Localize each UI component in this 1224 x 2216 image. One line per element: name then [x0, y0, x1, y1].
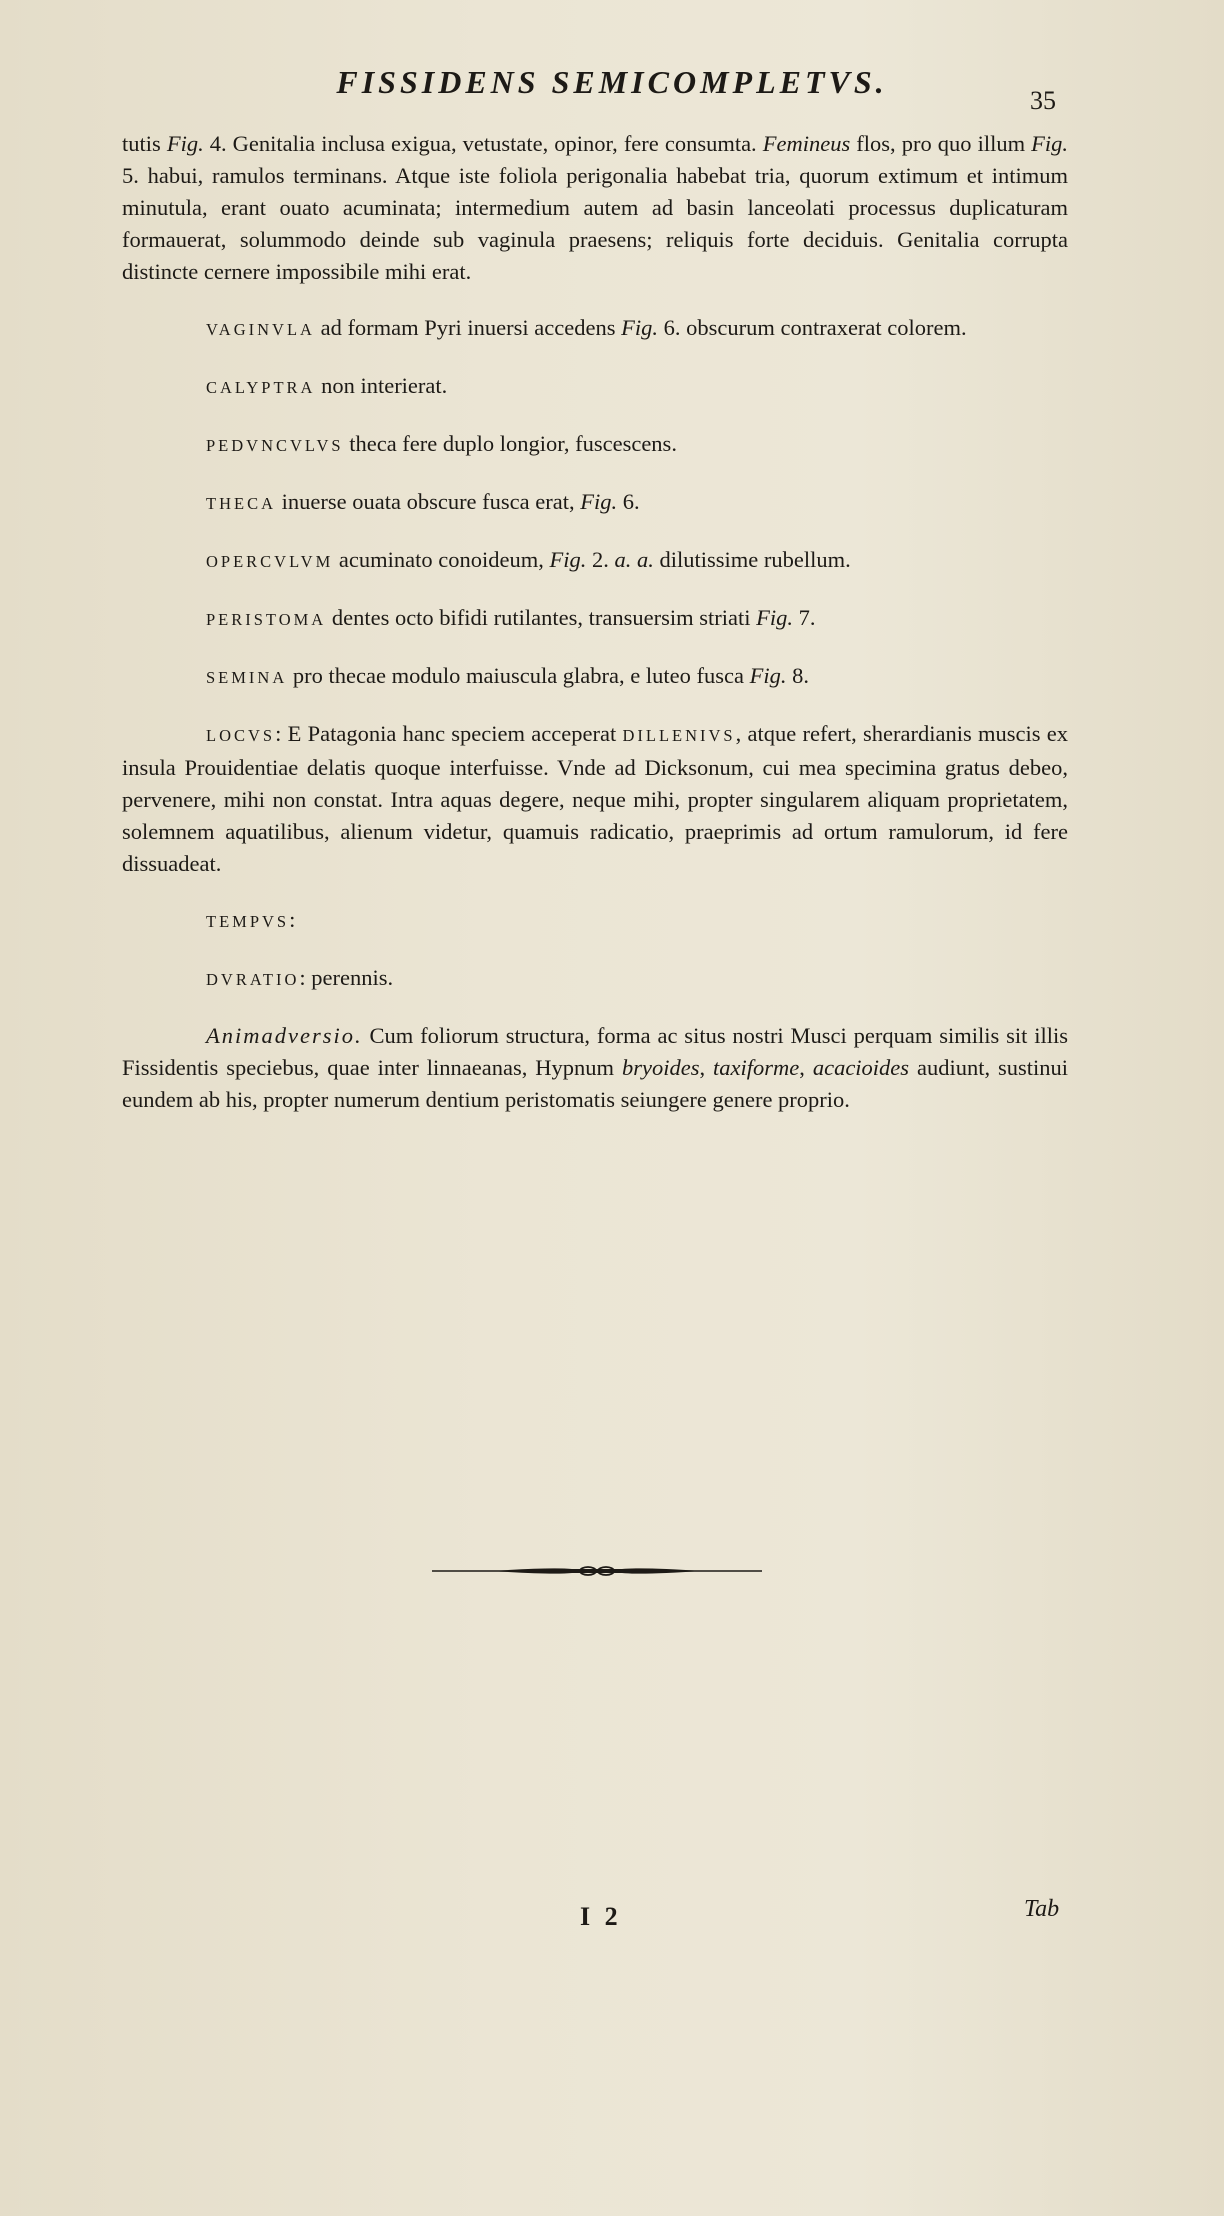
paragraph-tempus: TEMPVS:: [206, 907, 296, 932]
signature-mark: I 2: [580, 1902, 622, 1931]
page-number: 35: [1030, 86, 1056, 115]
paragraph-operculum: OPERCVLVM acuminato conoideum, Fig. 2. a. a. dilutissime rubellum.: [206, 547, 851, 572]
section-head: VAGINVLA: [206, 320, 315, 339]
section-head: CALYPTRA: [206, 378, 316, 397]
body-text: [122, 128, 1068, 1140]
section-head: LOCVS: [206, 726, 276, 745]
section-head: OPERCVLVM: [206, 552, 334, 571]
section-head: PEDVNCVLVS: [206, 436, 344, 455]
paragraph-vaginula: VAGINVLA ad formam Pyri inuersi accedens Fig. 6. obscurum contraxerat colorem.: [206, 315, 967, 340]
paragraph-duratio: DVRATIO: perennis.: [206, 965, 394, 990]
paragraph-calyptra: CALYPTRA non interierat.: [206, 373, 448, 398]
author-name: DILLENIVS: [622, 726, 736, 745]
section-head: THECA: [206, 494, 276, 513]
section-head: DVRATIO: [206, 970, 300, 989]
paragraph-animadversio: Animadversio. Cum foliorum structura, forma ac situs nostri Musci perquam similis sit illis Fissidentis speciebus, quae inter linnaeanas, Hypnum bryoides, taxiforme, acacioides audiunt, sustinui eundem ab his, propter numerum dentium peristomatis seiungere genere proprio.: [122, 1023, 1069, 1112]
section-head: SEMINA: [206, 668, 288, 687]
paragraph-pedunculus: PEDVNCVLVS theca fere duplo longior, fuscescens.: [206, 431, 677, 456]
paragraph-semina: SEMINA pro thecae modulo maiuscula glabra, e luteo fusca Fig. 8.: [206, 663, 809, 688]
running-title: FISSIDENS SEMICOMPLETVS.: [336, 64, 888, 100]
section-head: TEMPVS: [206, 912, 290, 931]
section-head: PERISTOMA: [206, 610, 327, 629]
section-head: Animadversio.: [206, 1023, 363, 1048]
ornament-rule: [432, 1561, 762, 1581]
paragraph-theca: THECA inuerse ouata obscure fusca erat, Fig. 6.: [206, 489, 640, 514]
catchword: Tab: [1024, 1896, 1060, 1922]
paragraph-locus: LOCVS: E Patagonia hanc speciem acceperat DILLENIVS, atque refert, sherardianis muscis ex insula Prouidentiae delatis quoque interfuisse. Vnde ad Dicksonum, cui mea specimina gratus debeo, pervenere, mihi non constat. Intra aquas degere, neque mihi, propter singularem aliquam proprietatem, solemnem aquatilibus, alienum videtur, quamuis radicatio, praeprimis ad ortum ramulorum, id fere dissuadeat.: [122, 721, 1069, 876]
paragraph-peristoma: PERISTOMA dentes octo bifidi rutilantes, transuersim striati Fig. 7.: [206, 605, 816, 630]
paragraph-genitalia: tutis Fig. 4. Genitalia inclusa exigua, vetustate, opinor, fere consumta. Femineus flos, pro quo illum Fig. 5. habui, ramulos terminans. Atque iste foliola perigonalia habebat tria, quorum extimum et intimum minutula, erant ouato acuminata; intermedium autem ad basin lanceolati processus duplicaturam formauerat, solummodo deinde sub vaginula praesens; reliquis forte deciduis. Genitalia corrupta distincte cernere impossibile mihi erat.: [122, 131, 1069, 284]
